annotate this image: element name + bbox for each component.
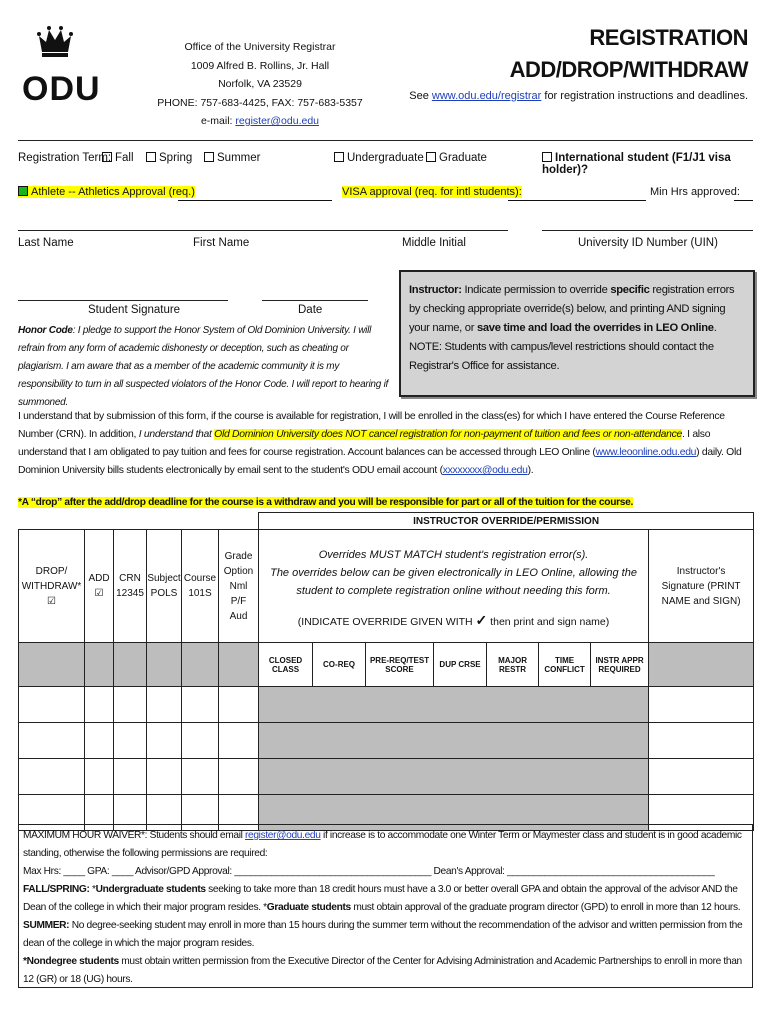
col-closed-class: CLOSED CLASS [259,643,313,687]
uin-label: University ID Number (UIN) [578,237,718,249]
leo-online-link[interactable]: www.leoonline.odu.edu [595,447,697,458]
spring-checkbox[interactable]: Spring [146,152,192,164]
waiver-approval-fields[interactable]: Max Hrs: ____ GPA: ____ Advisor/GPD Approval: _____________________________________ Dean's Approval: _______________________________________ [23,866,715,877]
honor-code [18,322,390,412]
instructor-note-box: Instructor: Indicate permission to override specific registration errors by checking appropriate override(s) below, and printing AND signing your name, or save time and load the overrides in LEO Online. NOTE: Students with campus/level restrictions should contact the Registrar's Office for assistance. [399,270,755,397]
odu-logo [20,22,101,112]
student-email-link[interactable]: xxxxxxxx@odu.edu [442,465,528,476]
course-header: Course 101S [182,530,219,643]
address-line-1: 1009 Alfred B. Rollins, Jr. Hall [190,59,330,72]
honor-code-label: Honor Code [18,325,73,336]
course-row-2[interactable] [19,723,754,759]
summer-policy: SUMMER: No degree-seeking student may enroll in more than 15 hours during the summer term without the recommendation of the advisor and written permission from the dean of the college in which the major program resides. [23,920,743,949]
override-permission-title: INSTRUCTOR OVERRIDE/PERMISSION [259,513,754,530]
see-instructions: See www.odu.edu/registrar for registration instructions and deadlines. [409,90,748,102]
col-instr-appr: INSTR APPR REQUIRED [591,643,649,687]
instructor-signature-header: Instructor's Signature (PRINT NAME and SIGN) [649,530,754,643]
undergraduate-checkbox[interactable]: Undergraduate [334,152,424,164]
registrar-email-link[interactable]: register@odu.edu [235,115,320,127]
uin-field-line[interactable] [542,230,753,231]
min-hrs-label: Min Hrs approved: [650,186,740,198]
title-registration: REGISTRATION [589,25,748,50]
col-co-req: CO-REQ [313,643,366,687]
name-field-line[interactable] [18,230,508,231]
fall-checkbox[interactable]: Fall [102,152,134,164]
date-label: Date [298,304,323,316]
form-title [510,22,748,86]
visa-approval-label: VISA approval (req. for intl students): [342,186,522,198]
instructor-note: NOTE: Students with campus/level restrictions should contact the Registrar's Office for assistance. [409,341,714,372]
athlete-checkbox[interactable]: Athlete -- Athletics Approval (req.) [18,186,195,198]
course-row-3[interactable] [19,759,754,795]
office-name: Office of the University Registrar [184,41,336,53]
col-dup-crse: DUP CRSE [434,643,487,687]
col-pre-req: PRE-REQ/TEST SCORE [366,643,434,687]
checkmark-icon: ✓ [475,612,488,628]
min-hrs-line[interactable] [734,186,753,201]
athlete-approval-line[interactable] [178,186,332,201]
drop-withdraw-header: DROP/ WITHDRAW* ☑ [19,530,85,643]
col-major-restr: MAJOR RESTR [487,643,539,687]
divider [18,140,753,141]
title-add-drop-withdraw: ADD/DROP/WITHDRAW [509,57,748,82]
term-row [18,152,753,176]
override-columns-row [19,643,754,687]
term-label: Registration Term: [18,152,112,164]
overrides-instructions: Overrides MUST MATCH student's registration error(s). The overrides below can be given electronically in LEO Online, allowing the student to complete registration online without needing this form. (INDICATE OVERRIDE GIVEN WITH ✓ then print and sign name) [259,530,649,643]
override-table [18,512,754,831]
waiver-email-link[interactable]: register@odu.edu [245,830,321,841]
registrar-web-link[interactable]: www.odu.edu/registrar [431,90,542,102]
agreement-paragraph: I understand that by submission of this form, if the course is available for registration, I will be enrolled in the class(es) for which I have entered the Course Reference Number (CRN). In addition, I understand that Old Dominion University does NOT cancel registration for non-payment of tuition and fees or non-attendance. I also understand that I am obligated to pay tuition and fees for course registration. Account balances can be accessed through LEO Online (www.leoonline.odu.edu) daily. Old Dominion University bills students electronically by email sent to the student's ODU email account (xxxxxxxx@odu.edu). [18,411,742,476]
first-name-label: First Name [193,237,250,249]
crn-header: CRN 12345 [114,530,147,643]
add-header: ADD ☑ [85,530,114,643]
nondegree-policy: *Nondegree students must obtain written permission from the Executive Director of the Center for Advising Administration and Academic Partnerships to enroll in more than 12 (GR) or 18 (UG) hours. [23,956,742,985]
visa-approval-line[interactable] [508,186,646,201]
middle-initial-label: Middle Initial [402,237,466,249]
summer-checkbox[interactable]: Summer [204,152,260,164]
non-cancel-notice: Old Dominion University does NOT cancel registration for non-payment of tuition and fees or non-attendance [214,429,682,440]
signature-line[interactable] [18,300,228,301]
drop-warning: *A “drop” after the add/drop deadline for the course is a withdraw and you will be responsible for part or all of the tuition for the course. [18,497,634,508]
international-checkbox[interactable]: International student (F1/J1 visa holder)? [542,152,731,176]
date-line[interactable] [262,300,368,301]
logo-text: ODU [22,70,101,108]
honor-code-text: : I pledge to support the Honor System of Old Dominion University. I will refrain from any form of academic dishonesty or deception, such as cheating or plagiarism. I am aware that as a member of the academic community it is my responsibility to turn in all suspected violators of the Honor Code. I will report to hearing if summoned. [18,325,389,408]
col-time-conflict: TIME CONFLICT [539,643,591,687]
office-block [140,38,380,131]
last-name-label: Last Name [18,237,74,249]
phone-fax: PHONE: 757-683-4425, FAX: 757-683-5357 [157,96,363,109]
max-hour-waiver: MAXIMUM HOUR WAIVER*: Students should email register@odu.edu if increase is to accommodate one Winter Term or Maymester class and student is in good academic standing, otherwise the following permissions are required: Max Hrs: ____ GPA: ____ Advisor/GPD Approval: _____________________________________ Dean's Approval: _______________________________________ FALL/SPRING: *Undergraduate students seeking to take more than 18 credit hours must have a 3.0 or better overall GPA and obtain the approval of the advisor AND the Dean of the college in which their major program resides. *Graduate students must obtain approval of the graduate program director (GPD) to enroll in more than 12 hours. SUMMER: No degree-seeking student may enroll in more than 15 hours during the summer term without the recommendation of the advisor and written permission from the dean of the college in which the major program resides. *Nondegree students must obtain written permission from the Executive Director of the Center for Advising Administration and Academic Partnerships to enroll in more than 12 (GR) or 18 (UG) hours. [18,824,753,988]
address-line-2: Norfolk, VA 23529 [218,78,302,90]
approvals-row [18,186,753,204]
office-email: e-mail: register@odu.edu [200,115,320,127]
student-signature-label: Student Signature [88,304,181,316]
course-row-1[interactable] [19,687,754,723]
fall-spring-policy: FALL/SPRING: *Undergraduate students seeking to take more than 18 credit hours must have a 3.0 or better overall GPA and obtain the approval of the advisor AND the Dean of the college in which their major program resides. *Graduate students must obtain approval of the graduate program director (GPD) to enroll in more than 12 hours. [23,884,741,913]
crown-icon [20,22,90,62]
subject-header: Subject POLS [147,530,182,643]
graduate-checkbox[interactable]: Graduate [426,152,487,164]
grade-option-header: Grade Option Nml P/F Aud [219,530,259,643]
